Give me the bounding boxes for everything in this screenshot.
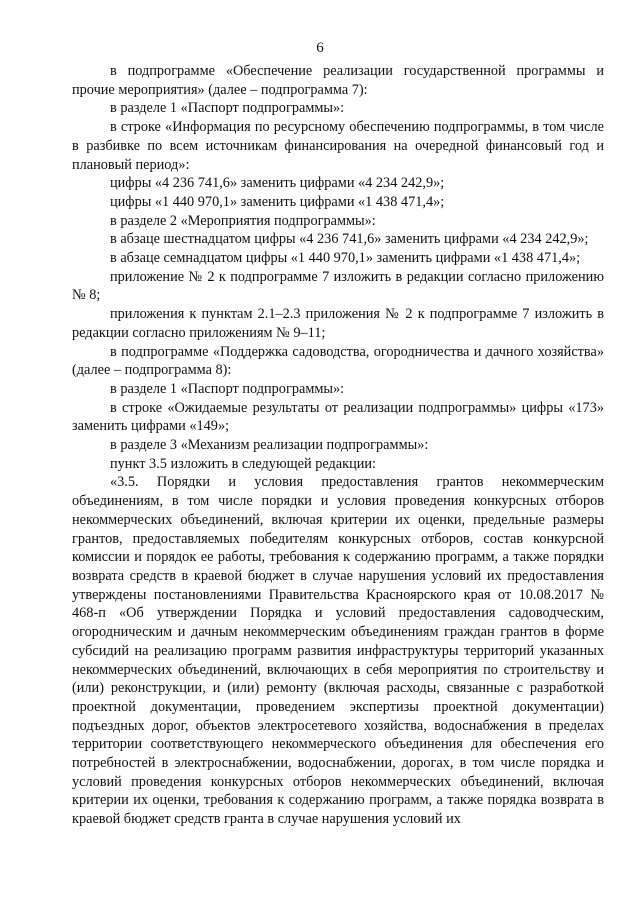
page-number: 6 [316, 40, 324, 56]
paragraph: приложение № 2 к подпрограмме 7 изложить в редакции согласно приложению № 8; [72, 268, 604, 304]
paragraph: в строке «Информация по ресурсному обеспечению подпрограммы, в том числе в разбивке по всем источникам финансирования на очередной финансовый год и плановый период»: [72, 119, 604, 173]
paragraph: приложения к пунктам 2.1–2.3 приложения № 2 к подпрограмме 7 изложить в редакции согласно приложениям № 9–11; [72, 306, 604, 341]
paragraph: «3.5. Порядки и условия предоставления грантов некоммерческим объединениям, в том числе порядки и условия проведения конкурсных отборов некоммерческих объединений, включая критерии их оценки, предельные размеры грантов, предоставляемых победителям конкурсных отборов, состав конкурсной комиссии и порядок ее работы, требования к содержанию программ, а также порядки возврата средств в краевой бюджет в случае нарушения условий их предоставления утверждены постановлениями Правительства Красноярского края от 10.08.2017 № 468-п «Об утверждении Порядка и условий предоставления садоводческим, огородническим и дачным некоммерческим объединениям граждан грантов в форме субсидий на реализацию программ развития инфраструктуры территорий указанных некоммерческих объединений, включающих в себя мероприятия по строительству и (или) реконструкции, и (или) ремонту (включая расходы, связанные с разработкой проектной документации, проведением экспертизы проектной документации) подъездных дорог, объектов электросетевого хозяйства, водоснабжения в пределах территории соответствующего некоммерческого объединения для обеспечения его потребностей в электроснабжении, водоснабжении, дорогах, в том числе порядка и условий проведения конкурсных отборов некоммерческих объединений, включая критерии их оценки, требования к содержанию программ, а также порядка возврата в краевой бюджет средств гранта в случае нарушения условий их [72, 474, 604, 828]
paragraph: в подпрограмме «Обеспечение реализации государственной программы и прочие мероприятия» (далее – подпрограмма 7): [72, 63, 604, 98]
paragraph: в разделе 1 «Паспорт подпрограммы»: [110, 100, 345, 117]
paragraph: в разделе 2 «Мероприятия подпрограммы»: [110, 212, 376, 229]
paragraph: цифры «4 236 741,6» заменить цифрами «4 234 242,9»; [110, 175, 445, 192]
paragraph: в подпрограмме «Поддержка садоводства, огородничества и дачного хозяйства» (далее – подпрограмма 8): [72, 343, 604, 379]
paragraph: в абзаце семнадцатом цифры «1 440 970,1» заменить цифрами «1 438 471,4»; [110, 250, 581, 267]
paragraph: в строке «Ожидаемые результаты от реализации подпрограммы» цифры «173» заменить цифрами «149»; [72, 399, 604, 435]
paragraph: в разделе 3 «Механизм реализации подпрограммы»: [110, 437, 429, 454]
paragraph: пункт 3.5 изложить в следующей редакции: [110, 455, 377, 472]
paragraph: цифры «1 440 970,1» заменить цифрами «1 438 471,4»; [110, 193, 445, 210]
paragraph: в абзаце шестнадцатом цифры «4 236 741,6» заменить цифрами «4 234 242,9»; [110, 231, 589, 248]
paragraph: в разделе 1 «Паспорт подпрограммы»: [110, 380, 345, 397]
document-body [72, 62, 604, 829]
